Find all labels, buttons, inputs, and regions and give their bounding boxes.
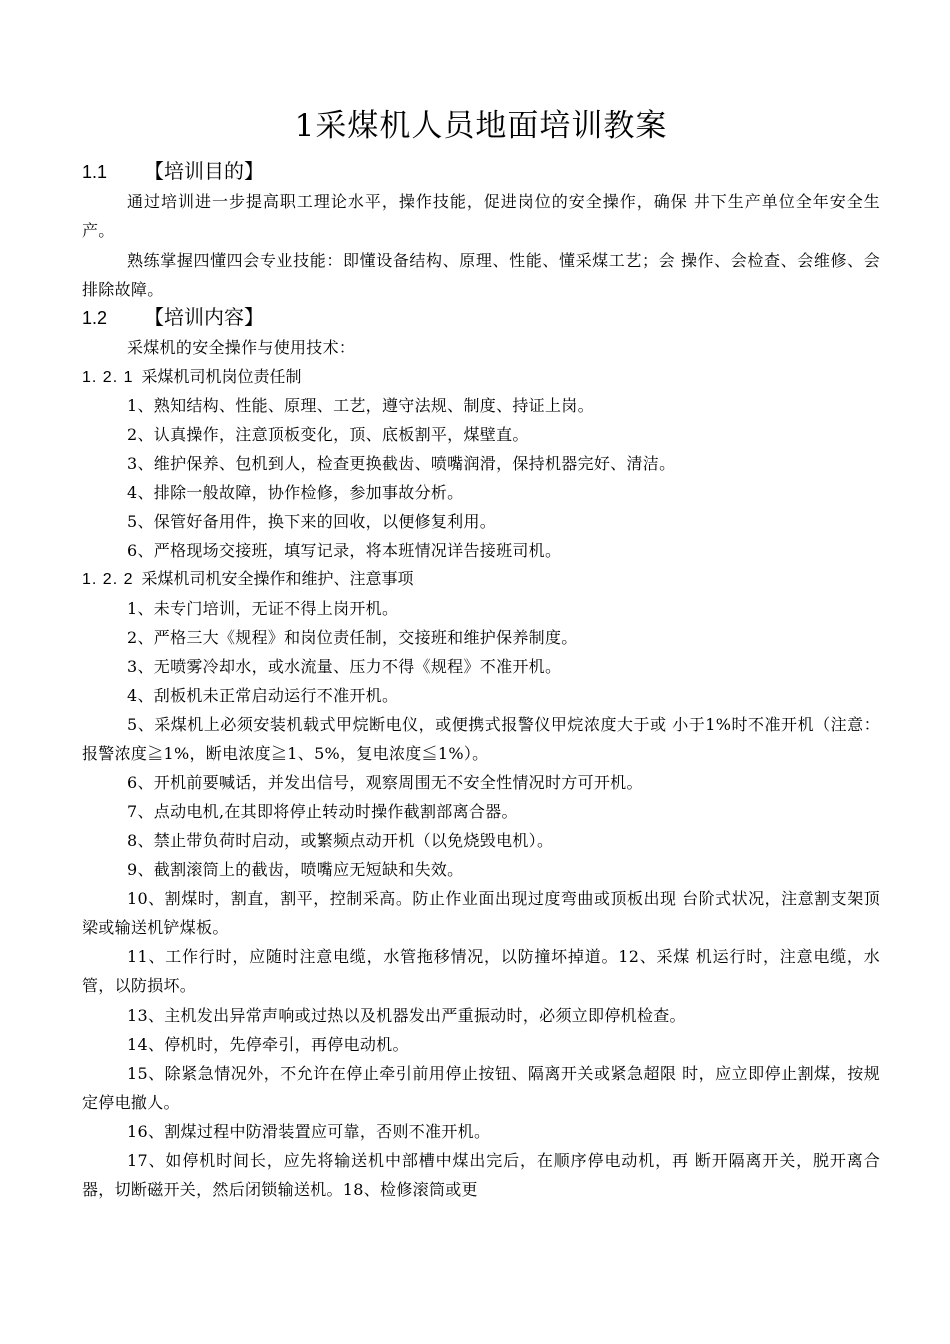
list-item: 13、主机发出异常声响或过热以及机器发出严重振动时，必须立即停机检查。 bbox=[127, 1006, 686, 1025]
section-title: 【培训目的】 bbox=[144, 159, 264, 183]
list-item: 3、无喷雾冷却水，或水流量、压力不得《规程》不准开机。 bbox=[127, 657, 562, 676]
list-item: 17、如停机时间长，应先将输送机中部槽中煤出完后，在顺序停电动机，再 断开隔离开关，脱开离合器，切断磁开关，然后闭锁输送机。18、检修滚筒或更 bbox=[82, 1151, 880, 1199]
list-item: 1、未专门培训，无证不得上岗开机。 bbox=[127, 599, 399, 618]
list-item: 4、刮板机未正常启动运行不准开机。 bbox=[127, 686, 399, 705]
document-title: 1采煤机人员地面培训教案 bbox=[294, 108, 668, 144]
list-item: 8、禁止带负荷时启动，或繁频点动开机（以免烧毁电机）。 bbox=[127, 831, 554, 850]
list-item: 16、割煤过程中防滑装置应可靠，否则不准开机。 bbox=[127, 1122, 491, 1141]
subsection-heading bbox=[82, 566, 414, 593]
list-item: 4、排除一般故障，协作检修，参加事故分析。 bbox=[127, 483, 464, 502]
purpose-paragraph: 熟练掌握四懂四会专业技能：即懂设备结构、原理、性能、懂采煤工艺；会 操作、会检查、会维修、会排除故障。 bbox=[82, 251, 880, 299]
section-number: 1.2 bbox=[82, 308, 108, 328]
section-heading-content bbox=[82, 302, 264, 333]
subsection-number: 1. 2. 2 bbox=[82, 571, 134, 588]
list-item: 5、采煤机上必须安装机载式甲烷断电仪，或便携式报警仪甲烷浓度大于或 小于1%时不准开机（注意：报警浓度≧1%，断电浓度≧1、5%，复电浓度≦1%）。 bbox=[82, 715, 880, 763]
list-item: 3、维护保养、包机到人，检查更换截齿、喷嘴润滑，保持机器完好、清洁。 bbox=[127, 454, 676, 473]
list-item: 7、点动电机,在其即将停止转动时操作截割部离合器。 bbox=[127, 802, 518, 821]
list-item: 15、除紧急情况外，不允许在停止牵引前用停止按钮、隔离开关或紧急超限 时，应立即停止割煤，按规定停电撤人。 bbox=[82, 1064, 880, 1112]
section-title: 【培训内容】 bbox=[144, 305, 264, 329]
list-item: 9、截割滚筒上的截齿，喷嘴应无短缺和失效。 bbox=[127, 860, 464, 879]
subsection-title: 采煤机司机安全操作和维护、注意事项 bbox=[141, 569, 414, 588]
content-intro: 采煤机的安全操作与使用技术： bbox=[127, 338, 356, 357]
list-item: 10、割煤时，割直，割平，控制采高。防止作业面出现过度弯曲或顶板出现 台阶式状况，注意割支架顶梁或输送机铲煤板。 bbox=[82, 889, 880, 937]
list-item: 11、工作行时，应随时注意电缆，水管拖移情况，以防撞坏掉道。12、采煤 机运行时，注意电缆，水管，以防损坏。 bbox=[82, 947, 880, 995]
subsection-title: 采煤机司机岗位责任制 bbox=[141, 367, 302, 386]
subsection-number: 1. 2. 1 bbox=[82, 369, 134, 386]
list-item: 6、开机前要喊话，并发出信号，观察周围无不安全性情况时方可开机。 bbox=[127, 773, 643, 792]
list-item: 2、严格三大《规程》和岗位责任制，交接班和维护保养制度。 bbox=[127, 628, 578, 647]
section-heading-purpose bbox=[82, 156, 264, 187]
list-item: 2、认真操作，注意顶板变化，顶、底板割平，煤壁直。 bbox=[127, 425, 529, 444]
purpose-paragraph: 通过培训进一步提高职工理论水平，操作技能，促进岗位的安全操作，确保 井下生产单位全年安全生产。 bbox=[82, 192, 880, 240]
list-item: 14、停机时，先停牵引，再停电动机。 bbox=[127, 1035, 409, 1054]
list-item: 1、熟知结构、性能、原理、工艺，遵守法规、制度、持证上岗。 bbox=[127, 396, 594, 415]
list-item: 6、严格现场交接班，填写记录，将本班情况详告接班司机。 bbox=[127, 541, 562, 560]
list-item: 5、保管好备用件，换下来的回收，以便修复利用。 bbox=[127, 512, 497, 531]
section-number: 1.1 bbox=[82, 162, 108, 182]
subsection-heading bbox=[82, 364, 302, 391]
